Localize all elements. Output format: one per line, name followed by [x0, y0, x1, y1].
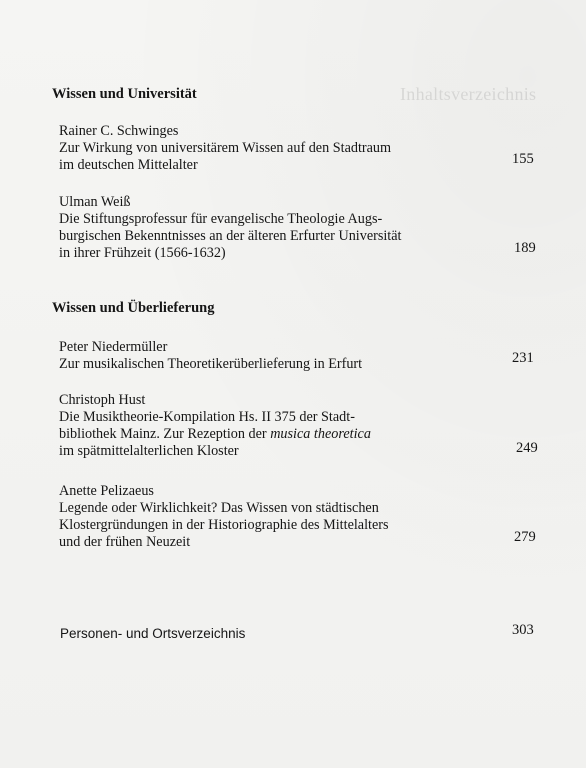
entry-title-line: Zur musikalischen Theoretikerüberlieferung in Erfurt: [59, 356, 363, 372]
entry-title-line: Klostergründungen in der Historiographie des Mittelalters: [59, 517, 389, 533]
page-number: 231: [512, 350, 534, 366]
entry-title-line: Die Stiftungsprofessur für evangelische Theologie Augs-: [59, 211, 383, 227]
entry-title-line: Zur Wirkung von universitärem Wissen auf den Stadtraum: [59, 140, 392, 156]
italic-phrase: musica theoretica: [270, 426, 371, 442]
page-number: 303: [512, 622, 534, 638]
page-number: 249: [516, 440, 538, 456]
index-entry-label[interactable]: Personen- und Ortsverzeichnis: [60, 626, 246, 641]
entry-title-line: in ihrer Frühzeit (1566-1632): [59, 245, 226, 261]
entry-title-line: und der frühen Neuzeit: [59, 534, 191, 550]
entry-title-line: im deutschen Mittelalter: [59, 157, 198, 173]
toc-entry-pelizaeus[interactable]: [59, 483, 499, 551]
show-through-heading: Inhaltsverzeichnis: [400, 84, 537, 104]
entry-author: Anette Pelizaeus: [59, 483, 154, 499]
page-number: 189: [514, 240, 536, 256]
entry-title-line: Legende oder Wirklichkeit? Das Wissen von städtischen: [59, 500, 379, 516]
entry-author: Rainer C. Schwinges: [59, 123, 179, 139]
section-title-wissen-und-ueberlieferung: Wissen und Überlieferung: [52, 300, 215, 316]
toc-entry-hust[interactable]: [59, 392, 499, 460]
entry-title-line: burgischen Bekenntnisses an der älteren Erfurter Universität: [59, 228, 402, 244]
entry-author: Christoph Hust: [59, 392, 146, 408]
toc-entry-niedermueller[interactable]: [59, 339, 499, 373]
entry-title-line: im spätmittelalterlichen Kloster: [59, 443, 239, 459]
section-title-wissen-und-universitaet: Wissen und Universität: [52, 86, 197, 102]
page-number: 155: [512, 151, 534, 167]
toc-entry-schwinges[interactable]: [59, 123, 499, 174]
entry-author: Ulman Weiß: [59, 194, 131, 210]
entry-title-line: bibliothek Mainz. Zur Rezeption der musica theoretica: [59, 426, 371, 442]
page-number: 279: [514, 529, 536, 545]
entry-title-line: Die Musiktheorie-Kompilation Hs. II 375 der Stadt-: [59, 409, 355, 425]
entry-author: Peter Niedermüller: [59, 339, 168, 355]
toc-entry-weiss[interactable]: [59, 194, 499, 262]
